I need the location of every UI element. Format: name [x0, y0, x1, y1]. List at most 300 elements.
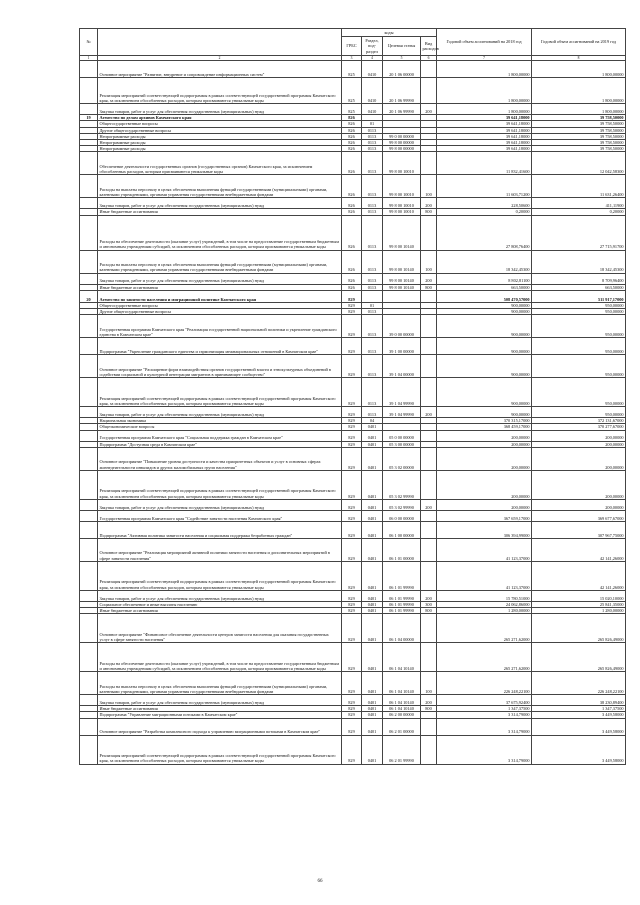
- row-name: Реализация мероприятий соответствующей подпрограммы в рамках соответствующей государственной программы Камчатского края, за исключением обособленных расходов, которым присваиваются уникальные коды: [98, 78, 342, 104]
- row-target-article: 06 2 00 00000: [383, 712, 421, 718]
- row-razdel: 0113: [362, 309, 383, 315]
- row-amount-2018: 18 342,45300: [437, 250, 532, 273]
- row-amount-2018: 265 271,62000: [437, 643, 532, 672]
- row-amount-2018: 15 780,51000: [437, 590, 532, 601]
- row-razdel: 0113: [362, 355, 383, 378]
- row-grbs: 826: [342, 133, 362, 139]
- row-expense-type: 200: [421, 407, 437, 418]
- row-grbs: 829: [342, 407, 362, 418]
- row-number: [80, 510, 98, 521]
- row-amount-2019: 15 020,10000: [532, 590, 626, 601]
- table-row: [80, 104, 626, 115]
- row-expense-type: 800: [421, 706, 437, 712]
- row-razdel: 0401: [362, 510, 383, 521]
- row-razdel: 0401: [362, 561, 383, 590]
- row-amount-2019: 950,00000: [532, 378, 626, 407]
- row-name: Подпрограмма "Активная политика занятости населения и социальная поддержка безработных граждан": [98, 521, 342, 538]
- row-expense-type: [421, 538, 437, 561]
- row-expense-type: 800: [421, 608, 437, 614]
- table-row: [80, 590, 626, 601]
- row-name: Другие общегосударственные вопросы: [98, 309, 342, 315]
- row-name: Агентство по занятости населения и миграционной политике Камчатского края: [98, 290, 342, 302]
- row-name: Расходы на обеспечение деятельности (оказание услуг) учреждений, в том числе на предоставление государственным бюджетным и автономным учреждениям субсидий, за исключением обособленных расходов, которым присваиваются уникальные коды: [98, 643, 342, 672]
- row-expense-type: 300: [421, 601, 437, 607]
- row-number: [80, 78, 98, 104]
- row-expense-type: [421, 614, 437, 643]
- row-expense-type: 800: [421, 209, 437, 215]
- header-year-2018: Годовой объем ассигнований на 2018 год: [437, 29, 532, 56]
- row-target-article: 99 8 00 00000: [383, 146, 421, 152]
- row-grbs: 829: [342, 608, 362, 614]
- row-number: [80, 561, 98, 590]
- row-grbs: 826: [342, 115, 362, 121]
- row-amount-2019: 1 800,00000: [532, 61, 626, 78]
- row-number: [80, 215, 98, 250]
- row-amount-2019: 39 758,50000: [532, 115, 626, 121]
- row-razdel: 0113: [362, 146, 383, 152]
- row-expense-type: [421, 215, 437, 250]
- row-amount-2019: 950,00000: [532, 302, 626, 308]
- col-index: 8: [532, 56, 626, 61]
- row-amount-2019: 39 758,50000: [532, 121, 626, 127]
- row-name: Закупка товаров, работ и услуг для обеспечения государственных (муниципальных) нужд: [98, 273, 342, 284]
- row-amount-2019: 950,00000: [532, 309, 626, 315]
- header-cst: Целевая статья: [383, 37, 421, 56]
- row-amount-2019: 411,11900: [532, 198, 626, 209]
- row-grbs: 829: [342, 712, 362, 718]
- row-grbs: 826: [342, 121, 362, 127]
- row-amount-2018: 24 062,86000: [437, 601, 532, 607]
- row-razdel: 0401: [362, 672, 383, 695]
- row-grbs: 829: [342, 718, 362, 735]
- row-number: [80, 407, 98, 418]
- header-vid: Вид расходов: [421, 37, 437, 56]
- row-target-article: 99 8 00 00000: [383, 140, 421, 146]
- row-expense-type: [421, 152, 437, 175]
- row-name: Обеспечение деятельности государственных органов (государственных органов) Камчатского края, за исключением обособленных расходов, которым присваиваются уникальные коды: [98, 152, 342, 175]
- table-row: [80, 643, 626, 672]
- row-razdel: 0401: [362, 614, 383, 643]
- row-razdel: 04: [362, 418, 383, 424]
- row-name: Реализация мероприятий соответствующей подпрограммы в рамках соответствующей государственной программы Камчатского края, за исключением обособленных расходов, которым присваиваются уникальные коды: [98, 735, 342, 764]
- row-target-article: 06 2 01 00000: [383, 718, 421, 735]
- row-amount-2018: 39 641,18000: [437, 146, 532, 152]
- row-amount-2019: 39 758,50000: [532, 127, 626, 133]
- row-target-article: 06 2 01 99990: [383, 735, 421, 764]
- row-expense-type: [421, 561, 437, 590]
- row-name: Расходы на обеспечение деятельности (оказание услуг) учреждений, в том числе на предоставление государственным бюджетным и автономным учреждениям субсидий, за исключением обособленных расходов, которым присваиваются уникальные коды: [98, 215, 342, 250]
- table-row: [80, 215, 626, 250]
- row-amount-2018: 508 470,57000: [437, 290, 532, 302]
- row-target-article: 20 1 06 00000: [383, 61, 421, 78]
- row-name: Общегосударственные вопросы: [98, 121, 342, 127]
- row-name: Подпрограмма "Управление миграционными потоками в Камчатском крае": [98, 712, 342, 718]
- row-grbs: 826: [342, 209, 362, 215]
- table-row: [80, 175, 626, 198]
- row-amount-2019: 27 715,91700: [532, 215, 626, 250]
- row-amount-2018: 3 314,79000: [437, 712, 532, 718]
- row-expense-type: [421, 447, 437, 470]
- row-name: Иные бюджетные ассигнования: [98, 706, 342, 712]
- col-index: 4: [362, 56, 383, 61]
- row-amount-2018: 0,20000: [437, 209, 532, 215]
- row-amount-2018: 367 659,17000: [437, 510, 532, 521]
- row-amount-2018: 226 248,22100: [437, 672, 532, 695]
- row-amount-2019: 3 449,58000: [532, 718, 626, 735]
- row-grbs: 829: [342, 706, 362, 712]
- row-amount-2019: 200,00000: [532, 441, 626, 447]
- row-amount-2018: 39 641,18000: [437, 121, 532, 127]
- row-grbs: 829: [342, 290, 362, 302]
- row-amount-2019: 200,00000: [532, 470, 626, 499]
- header-razdel: Раздел, под-раздел: [362, 37, 383, 56]
- row-amount-2019: 3 449,58000: [532, 735, 626, 764]
- table-row: [80, 561, 626, 590]
- row-name: Общеэкономические вопросы: [98, 424, 342, 430]
- table-row: [80, 510, 626, 521]
- row-name: Другие общегосударственные вопросы: [98, 127, 342, 133]
- row-number: [80, 643, 98, 672]
- row-amount-2018: 900,00000: [437, 338, 532, 355]
- row-target-article: 06 1 01 00000: [383, 538, 421, 561]
- row-razdel: 01: [362, 302, 383, 308]
- row-expense-type: [421, 510, 437, 521]
- row-number: [80, 499, 98, 510]
- row-target-article: 06 1 01 99990: [383, 601, 421, 607]
- row-amount-2019: 370 277,67000: [532, 424, 626, 430]
- row-name: Основное мероприятие "Расширение форм взаимодействия органов государственной власти и этнокультурных объединений в содействии социальной и культурной интеграции мигрантов в принимающее сообщество": [98, 355, 342, 378]
- row-number: [80, 695, 98, 706]
- row-target-article: 05 3 02 99990: [383, 470, 421, 499]
- row-target-article: 06 1 04 10140: [383, 643, 421, 672]
- row-amount-2019: 265 826,49000: [532, 643, 626, 672]
- row-number: 19: [80, 115, 98, 121]
- table-row: [80, 378, 626, 407]
- row-name: Закупка товаров, работ и услуг для обеспечения государственных (муниципальных) нужд: [98, 695, 342, 706]
- row-razdel: 0401: [362, 499, 383, 510]
- row-target-article: 39 0 00 00000: [383, 315, 421, 338]
- row-target-article: 06 1 04 10140: [383, 695, 421, 706]
- row-number: [80, 538, 98, 561]
- row-grbs: 829: [342, 447, 362, 470]
- row-amount-2018: 8 802,81100: [437, 273, 532, 284]
- row-grbs: 829: [342, 521, 362, 538]
- row-amount-2018: 1 280,00000: [437, 608, 532, 614]
- row-expense-type: [421, 378, 437, 407]
- row-razdel: 0410: [362, 61, 383, 78]
- row-amount-2019: 200,00000: [532, 499, 626, 510]
- table-row: [80, 315, 626, 338]
- row-number: [80, 378, 98, 407]
- row-name: Закупка товаров, работ и услуг для обеспечения государственных (муниципальных) нужд: [98, 198, 342, 209]
- table-row: [80, 695, 626, 706]
- row-number: [80, 104, 98, 115]
- row-amount-2018: 900,00000: [437, 309, 532, 315]
- row-expense-type: [421, 430, 437, 441]
- row-amount-2019: 950,00000: [532, 407, 626, 418]
- row-razdel: 0401: [362, 470, 383, 499]
- row-name: Общегосударственные вопросы: [98, 302, 342, 308]
- row-target-article: 06 1 04 10140: [383, 672, 421, 695]
- row-razdel: 0113: [362, 127, 383, 133]
- row-amount-2019: 950,00000: [532, 315, 626, 338]
- header-number: №: [80, 29, 98, 56]
- row-target-article: 06 1 00 00000: [383, 521, 421, 538]
- row-amount-2018: 200,00000: [437, 447, 532, 470]
- row-name: Закупка товаров, работ и услуг для обеспечения государственных (муниципальных) нужд: [98, 104, 342, 115]
- table-row: [80, 273, 626, 284]
- row-number: 20: [80, 290, 98, 302]
- row-name: Государственная программа Камчатского края "Реализация государственной национальной политики и укрепление гражданского единства в Камчатском крае": [98, 315, 342, 338]
- row-amount-2018: 1 800,00000: [437, 78, 532, 104]
- row-amount-2018: 200,00000: [437, 470, 532, 499]
- row-amount-2018: 3 314,79000: [437, 718, 532, 735]
- row-target-article: 05 0 00 00000: [383, 430, 421, 441]
- row-number: [80, 718, 98, 735]
- row-grbs: 829: [342, 499, 362, 510]
- row-amount-2019: 200,00000: [532, 447, 626, 470]
- row-amount-2018: 11 603,71200: [437, 175, 532, 198]
- row-name: Непрограммные расходы: [98, 140, 342, 146]
- col-index: 2: [98, 56, 342, 61]
- row-grbs: 829: [342, 315, 362, 338]
- header-codes: коды: [342, 29, 437, 37]
- row-number: [80, 590, 98, 601]
- header-name: [98, 29, 342, 56]
- row-name: Основное мероприятие "Развитие, внедрение и сопровождение информационных систем": [98, 61, 342, 78]
- row-amount-2019: 950,00000: [532, 355, 626, 378]
- row-razdel: 0113: [362, 250, 383, 273]
- row-grbs: 825: [342, 61, 362, 78]
- row-amount-2019: 38 230,89400: [532, 695, 626, 706]
- row-razdel: 0401: [362, 601, 383, 607]
- row-amount-2019: 1 800,00000: [532, 104, 626, 115]
- row-name: Расходы на выплаты персоналу в целях обеспечения выполнения функций государственными (муниципальными) органами, казенными учреждениями, органами управления государственными внебюджетными фондами: [98, 175, 342, 198]
- row-expense-type: [421, 315, 437, 338]
- row-grbs: 829: [342, 302, 362, 308]
- row-target-article: 39 1 04 99990: [383, 407, 421, 418]
- row-grbs: 829: [342, 338, 362, 355]
- row-amount-2018: 3 314,79000: [437, 735, 532, 764]
- row-grbs: 826: [342, 146, 362, 152]
- row-grbs: 826: [342, 152, 362, 175]
- row-grbs: 829: [342, 424, 362, 430]
- row-grbs: 826: [342, 198, 362, 209]
- row-number: [80, 273, 98, 284]
- row-name: Основное мероприятие "Реализация мероприятий активной политики занятости населения и дополнительных мероприятий в сфере занятости населения": [98, 538, 342, 561]
- row-razdel: 0113: [362, 407, 383, 418]
- row-name: Расходы на выплаты персоналу в целях обеспечения выполнения функций государственными (муниципальными) органами, казенными учреждениями, органами управления государственными внебюджетными фондами: [98, 672, 342, 695]
- row-amount-2019: 39 758,50000: [532, 146, 626, 152]
- table-row: [80, 499, 626, 510]
- row-razdel: [362, 290, 383, 302]
- row-expense-type: 200: [421, 198, 437, 209]
- row-amount-2019: 1 347,37500: [532, 706, 626, 712]
- row-target-article: 39 1 04 00000: [383, 355, 421, 378]
- row-target-article: 06 1 04 10140: [383, 706, 421, 712]
- row-grbs: 829: [342, 510, 362, 521]
- row-grbs: 826: [342, 284, 362, 290]
- row-expense-type: [421, 61, 437, 78]
- row-amount-2019: 372 131,67000: [532, 418, 626, 424]
- row-grbs: 826: [342, 250, 362, 273]
- row-razdel: 0113: [362, 152, 383, 175]
- row-name: Расходы на выплаты персоналу в целях обеспечения выполнения функций государственными (муниципальными) органами, казенными учреждениями, органами управления государственными внебюджетными фондами: [98, 250, 342, 273]
- row-amount-2018: 1 800,00000: [437, 61, 532, 78]
- row-amount-2018: 900,00000: [437, 315, 532, 338]
- table-row: [80, 152, 626, 175]
- table-row: [80, 735, 626, 764]
- row-amount-2018: 39 641,18000: [437, 140, 532, 146]
- row-expense-type: [421, 470, 437, 499]
- row-target-article: 06 1 01 99990: [383, 590, 421, 601]
- row-number: [80, 250, 98, 273]
- row-amount-2018: 41 123,37000: [437, 561, 532, 590]
- row-target-article: 06 1 01 99990: [383, 608, 421, 614]
- row-target-article: [383, 290, 421, 302]
- row-grbs: 826: [342, 140, 362, 146]
- row-number: [80, 198, 98, 209]
- row-amount-2018: 663,50000: [437, 284, 532, 290]
- row-target-article: 39 1 04 99990: [383, 378, 421, 407]
- col-index: 5: [383, 56, 421, 61]
- row-grbs: 829: [342, 695, 362, 706]
- row-target-article: 20 1 06 99990: [383, 78, 421, 104]
- row-expense-type: 200: [421, 590, 437, 601]
- row-target-article: 99 8 00 10010: [383, 175, 421, 198]
- row-expense-type: 800: [421, 284, 437, 290]
- row-amount-2018: 900,00000: [437, 407, 532, 418]
- row-number: [80, 447, 98, 470]
- row-expense-type: [421, 338, 437, 355]
- row-number: [80, 430, 98, 441]
- row-name: Реализация мероприятий соответствующей подпрограммы в рамках соответствующей государственной программы Камчатского края, за исключением обособленных расходов, которым присваиваются уникальные коды: [98, 470, 342, 499]
- row-razdel: 0113: [362, 315, 383, 338]
- table-row: [80, 538, 626, 561]
- row-amount-2019: 265 826,49000: [532, 614, 626, 643]
- row-name: Реализация мероприятий соответствующей подпрограммы в рамках соответствующей государственной программы Камчатского края, за исключением обособленных расходов, которым присваиваются уникальные коды: [98, 378, 342, 407]
- table-row: [80, 290, 626, 302]
- table-row: [80, 470, 626, 499]
- row-name: Основное мероприятие "Финансовое обеспечение деятельности центров занятости населения для оказания государственных услуг в сфере занятости населения": [98, 614, 342, 643]
- row-target-article: 99 8 00 10140: [383, 273, 421, 284]
- row-name: Иные бюджетные ассигнования: [98, 209, 342, 215]
- row-amount-2019: 950,00000: [532, 338, 626, 355]
- row-expense-type: [421, 355, 437, 378]
- row-razdel: 0401: [362, 643, 383, 672]
- row-target-article: 06 0 00 00000: [383, 510, 421, 521]
- row-name: Подпрограмма "Доступная среда в Камчатском крае": [98, 441, 342, 447]
- row-razdel: 0113: [362, 284, 383, 290]
- row-amount-2018: 370 315,17000: [437, 418, 532, 424]
- table-row: [80, 447, 626, 470]
- row-razdel: 0401: [362, 430, 383, 441]
- row-expense-type: 200: [421, 695, 437, 706]
- row-expense-type: 100: [421, 672, 437, 695]
- row-razdel: 0401: [362, 538, 383, 561]
- row-grbs: 826: [342, 127, 362, 133]
- row-amount-2019: 1 280,00000: [532, 608, 626, 614]
- row-number: [80, 315, 98, 338]
- row-amount-2019: 25 841,35000: [532, 601, 626, 607]
- row-amount-2019: 42 141,26000: [532, 561, 626, 590]
- row-number: [80, 470, 98, 499]
- row-number: [80, 152, 98, 175]
- row-amount-2018: 200,00000: [437, 499, 532, 510]
- row-amount-2019: 8 709,96400: [532, 273, 626, 284]
- row-amount-2018: 41 123,37000: [437, 538, 532, 561]
- row-name: Агентство по делам архивов Камчатского края: [98, 115, 342, 121]
- row-grbs: 829: [342, 418, 362, 424]
- row-name: Социальное обеспечение и иные выплаты населению: [98, 601, 342, 607]
- row-target-article: 05 3 00 00000: [383, 441, 421, 447]
- row-razdel: 0401: [362, 441, 383, 447]
- row-amount-2018: 39 641,18000: [437, 115, 532, 121]
- row-amount-2018: 1 800,00000: [437, 104, 532, 115]
- row-name: Закупка товаров, работ и услуг для обеспечения государственных (муниципальных) нужд: [98, 499, 342, 510]
- row-number: [80, 735, 98, 764]
- row-name: Основное мероприятие "Разработка комплексного подхода к управлению миграционными потоками в Камчатском крае": [98, 718, 342, 735]
- row-target-article: 99 8 00 10140: [383, 284, 421, 290]
- row-name: Закупка товаров, работ и услуг для обеспечения государственных (муниципальных) нужд: [98, 590, 342, 601]
- row-razdel: 0113: [362, 215, 383, 250]
- table-row: [80, 672, 626, 695]
- row-grbs: 829: [342, 614, 362, 643]
- row-amount-2019: 39 758,50000: [532, 140, 626, 146]
- row-amount-2018: 900,00000: [437, 355, 532, 378]
- row-target-article: 06 1 04 00000: [383, 614, 421, 643]
- table-row: [80, 407, 626, 418]
- budget-document-page: [79, 28, 625, 765]
- row-amount-2018: 39 641,18000: [437, 133, 532, 139]
- row-razdel: 0113: [362, 273, 383, 284]
- table-header: [80, 29, 626, 61]
- row-amount-2018: 228,50600: [437, 198, 532, 209]
- row-amount-2018: 900,00000: [437, 302, 532, 308]
- row-grbs: 829: [342, 309, 362, 315]
- row-number: [80, 175, 98, 198]
- row-target-article: 39 1 00 00000: [383, 338, 421, 355]
- row-target-article: 99 8 00 10010: [383, 152, 421, 175]
- row-target-article: 05 3 02 99990: [383, 499, 421, 510]
- row-grbs: 829: [342, 441, 362, 447]
- row-expense-type: [421, 643, 437, 672]
- row-razdel: 0410: [362, 78, 383, 104]
- row-amount-2019: 18 342,45300: [532, 250, 626, 273]
- row-expense-type: 200: [421, 499, 437, 510]
- row-expense-type: 100: [421, 250, 437, 273]
- header-year-2019: Годовой объем ассигнований на 2019 год: [532, 29, 626, 56]
- row-amount-2018: 368 459,17000: [437, 424, 532, 430]
- row-razdel: 0113: [362, 198, 383, 209]
- row-amount-2019: 307 967,75000: [532, 521, 626, 538]
- row-amount-2018: 37 675,92400: [437, 695, 532, 706]
- row-grbs: 825: [342, 78, 362, 104]
- row-target-article: 05 3 02 00000: [383, 447, 421, 470]
- row-amount-2019: 200,00000: [532, 430, 626, 441]
- row-grbs: 825: [342, 104, 362, 115]
- row-razdel: 0113: [362, 338, 383, 355]
- row-grbs: 829: [342, 672, 362, 695]
- row-amount-2018: 11 832,41600: [437, 152, 532, 175]
- row-grbs: 826: [342, 273, 362, 284]
- col-index: 3: [342, 56, 362, 61]
- row-amount-2018: 265 271,62000: [437, 614, 532, 643]
- row-grbs: 826: [342, 215, 362, 250]
- col-index: 7: [437, 56, 532, 61]
- row-amount-2018: 27 808,76400: [437, 215, 532, 250]
- row-amount-2019: 663,50000: [532, 284, 626, 290]
